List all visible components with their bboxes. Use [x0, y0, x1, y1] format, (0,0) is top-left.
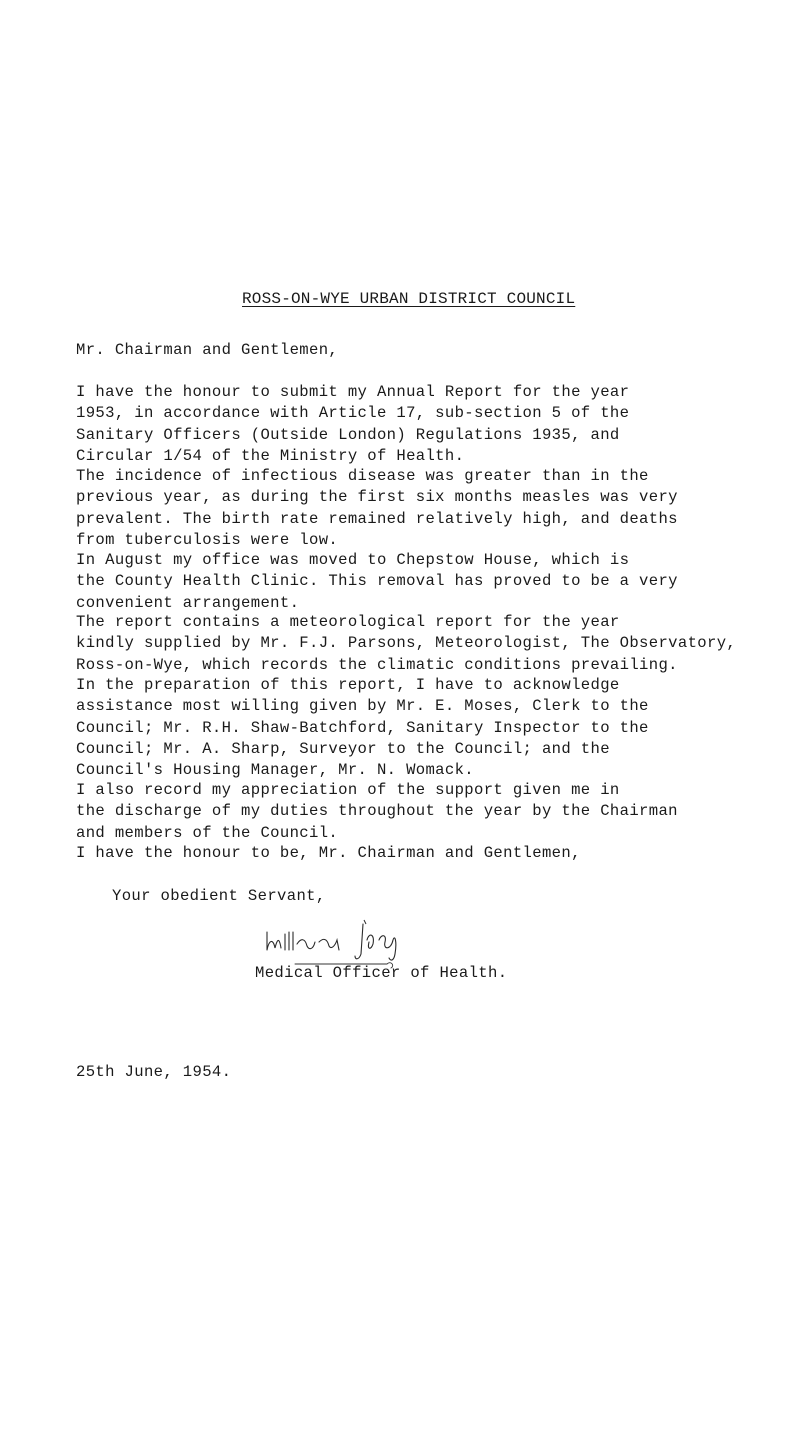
paragraph-acknowledgements: In the preparation of this report, I have to acknowledge assistance most willing given by Mr. E. Moses, Clerk to the Council; Mr. R.H. Shaw-Batchford, Sanitary Inspector to the Council; Mr. A. Sharp, Surveyor to the Council; and the Council's Housing Manager, Mr. N. Womack.	[76, 676, 649, 780]
document-date: 25th June, 1954.	[76, 1063, 232, 1081]
paragraph-office-move: In August my office was moved to Chepstow House, which is the County Health Clinic. This removal has proved to be a very convenient arrangement.	[76, 551, 678, 612]
paragraph-meteorological-report: The report contains a meteorological report for the year kindly supplied by Mr. F.J. Parsons, Meteorologist, The Observatory, Ross-on-Wye, which records the climatic conditions prevailing.	[76, 613, 737, 674]
paragraph-appreciation: I also record my appreciation of the support given me in the discharge of my duties throughout the year by the Chairman and members of the Council.	[76, 781, 678, 842]
obedient-servant-line: Your obedient Servant,	[112, 887, 326, 905]
salutation: Mr. Chairman and Gentlemen,	[76, 341, 339, 359]
closing-line: I have the honour to be, Mr. Chairman and Gentlemen,	[76, 844, 581, 862]
document-heading: ROSS-ON-WYE URBAN DISTRICT COUNCIL	[242, 290, 576, 308]
paragraph-infectious-disease: The incidence of infectious disease was greater than in the previous year, as during the first six months measles was very prevalent. The birth rate remained relatively high, and deaths from tuberculosis were low.	[76, 467, 678, 549]
officer-title: Medical Officer of Health.	[255, 964, 508, 982]
paragraph-report-intro: I have the honour to submit my Annual Report for the year 1953, in accordance with Article 17, sub-section 5 of the Sanitary Officers (Outside London) Regulations 1935, and Circular 1/54 of the Ministry of Health.	[76, 383, 630, 465]
